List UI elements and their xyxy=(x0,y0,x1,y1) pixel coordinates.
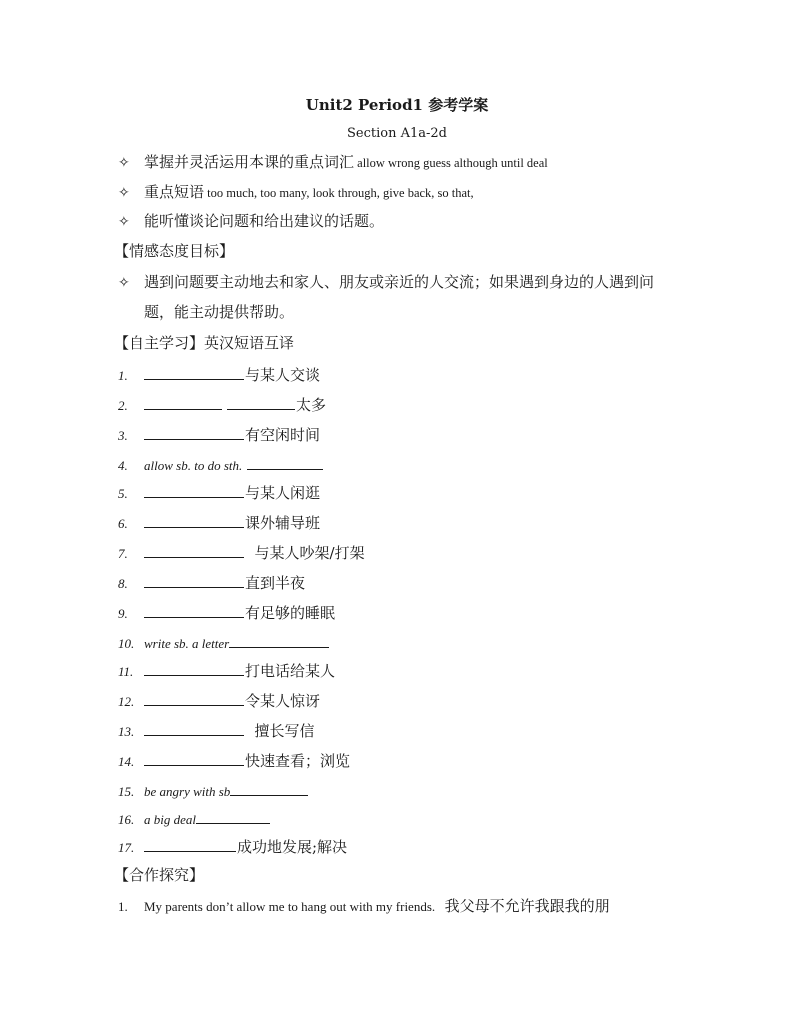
phrase-meaning: 有空闲时间 xyxy=(245,426,321,444)
phrase-meaning: 课外辅导班 xyxy=(245,514,321,532)
item-number: 10. xyxy=(118,636,135,651)
page-title: Unit2 Period1 参考学案 xyxy=(305,96,489,114)
phrase-item-14 xyxy=(118,750,350,772)
objective-3 xyxy=(118,211,384,232)
phrase-english: allow sb. to do sth. xyxy=(144,458,243,473)
item-number: 5. xyxy=(118,486,128,501)
diamond-bullet-icon: ✧ xyxy=(118,275,130,291)
answer-blank[interactable] xyxy=(144,690,244,706)
phrase-item-5 xyxy=(118,482,320,504)
phrase-item-17 xyxy=(118,836,347,858)
item-number: 2. xyxy=(118,398,128,413)
phrase-meaning: 擅长写信 xyxy=(245,722,315,740)
phrase-item-8 xyxy=(118,572,305,594)
phrase-meaning: 与某人吵架/打架 xyxy=(245,544,365,562)
objective-2-en: too much, too many, look through, give back, so that, xyxy=(204,186,474,200)
answer-blank[interactable] xyxy=(144,602,244,618)
answer-blank[interactable] xyxy=(196,808,270,824)
item-number: 16. xyxy=(118,812,135,827)
item-number: 14. xyxy=(118,754,135,769)
item-number: 15. xyxy=(118,784,135,799)
diamond-bullet-icon: ✧ xyxy=(118,214,130,230)
answer-blank[interactable] xyxy=(247,454,323,470)
phrase-meaning: 令某人惊讶 xyxy=(245,692,321,710)
item-number: 3. xyxy=(118,428,128,443)
phrase-item-13 xyxy=(118,720,315,742)
emotion-line-1 xyxy=(118,272,654,293)
item-number: 1. xyxy=(118,899,128,914)
coop-sentence-en: My parents don’t allow me to hang out with my friends. xyxy=(144,899,436,914)
answer-blank[interactable] xyxy=(144,482,244,498)
answer-blank[interactable] xyxy=(144,542,244,558)
coop-item-1 xyxy=(118,896,610,917)
diamond-bullet-icon: ✧ xyxy=(118,155,130,171)
phrase-item-6 xyxy=(118,512,320,534)
item-number: 17. xyxy=(118,840,135,855)
phrase-item-12 xyxy=(118,690,320,712)
answer-blank[interactable] xyxy=(144,572,244,588)
item-number: 7. xyxy=(118,546,128,561)
objective-1-zh: 掌握并灵活运用本课的重点词汇 xyxy=(144,153,355,171)
answer-blank[interactable] xyxy=(229,632,329,648)
diamond-bullet-icon: ✧ xyxy=(118,185,130,201)
phrase-item-4 xyxy=(118,454,323,476)
answer-blank[interactable] xyxy=(227,394,295,410)
item-number: 4. xyxy=(118,458,128,473)
phrase-meaning: 与某人闲逛 xyxy=(245,484,321,502)
phrase-item-15 xyxy=(118,780,308,802)
phrase-item-11 xyxy=(118,660,335,682)
answer-blank[interactable] xyxy=(144,720,244,736)
answer-blank[interactable] xyxy=(144,512,244,528)
item-number: 8. xyxy=(118,576,128,591)
page-subtitle: Section A1a-2d xyxy=(347,126,447,141)
phrase-item-2 xyxy=(118,394,326,416)
phrase-meaning: 成功地发展;解决 xyxy=(237,838,348,856)
answer-blank[interactable] xyxy=(230,780,308,796)
objective-1-en: allow wrong guess although until deal xyxy=(354,156,548,170)
emotion-text-1: 遇到问题要主动地去和家人、朋友或亲近的人交流；如果遇到身边的人遇到问 xyxy=(144,273,655,291)
phrase-item-3 xyxy=(118,424,320,446)
answer-blank[interactable] xyxy=(144,660,244,676)
answer-blank[interactable] xyxy=(144,836,236,852)
phrase-item-16 xyxy=(118,808,270,830)
phrase-item-10 xyxy=(118,632,329,654)
phrase-item-7 xyxy=(118,542,365,564)
answer-blank[interactable] xyxy=(144,750,244,766)
phrase-english: write sb. a letter xyxy=(144,636,230,651)
emotion-heading: 【情感态度目标】 xyxy=(114,242,235,260)
phrase-meaning: 快速查看；浏览 xyxy=(245,752,351,770)
objective-3-zh: 能听懂谈论问题和给出建议的话题。 xyxy=(144,212,385,230)
item-number: 9. xyxy=(118,606,128,621)
coop-sentence-zh: 我父母不允许我跟我的朋 xyxy=(435,897,610,915)
answer-blank[interactable] xyxy=(144,394,222,410)
item-number: 6. xyxy=(118,516,128,531)
study-heading: 【自主学习】英汉短语互译 xyxy=(114,334,295,352)
item-number: 13. xyxy=(118,724,135,739)
phrase-meaning: 打电话给某人 xyxy=(245,662,336,680)
objective-1 xyxy=(118,152,548,173)
item-number: 11. xyxy=(118,664,134,679)
answer-blank[interactable] xyxy=(144,424,244,440)
item-number: 12. xyxy=(118,694,135,709)
coop-heading: 【合作探究】 xyxy=(114,866,205,884)
item-number: 1. xyxy=(118,368,128,383)
phrase-english: be angry with sb xyxy=(144,784,231,799)
phrase-meaning: 太多 xyxy=(296,396,327,414)
phrase-meaning: 与某人交谈 xyxy=(245,366,321,384)
phrase-item-1 xyxy=(118,364,320,386)
phrase-meaning: 有足够的睡眠 xyxy=(245,604,336,622)
objective-2 xyxy=(118,182,474,203)
phrase-english: a big deal xyxy=(144,812,196,827)
phrase-meaning: 直到半夜 xyxy=(245,574,306,592)
phrase-item-9 xyxy=(118,602,335,624)
answer-blank[interactable] xyxy=(144,364,244,380)
objective-2-zh: 重点短语 xyxy=(144,183,205,201)
emotion-line-2: 题，能主动提供帮助。 xyxy=(144,303,295,321)
